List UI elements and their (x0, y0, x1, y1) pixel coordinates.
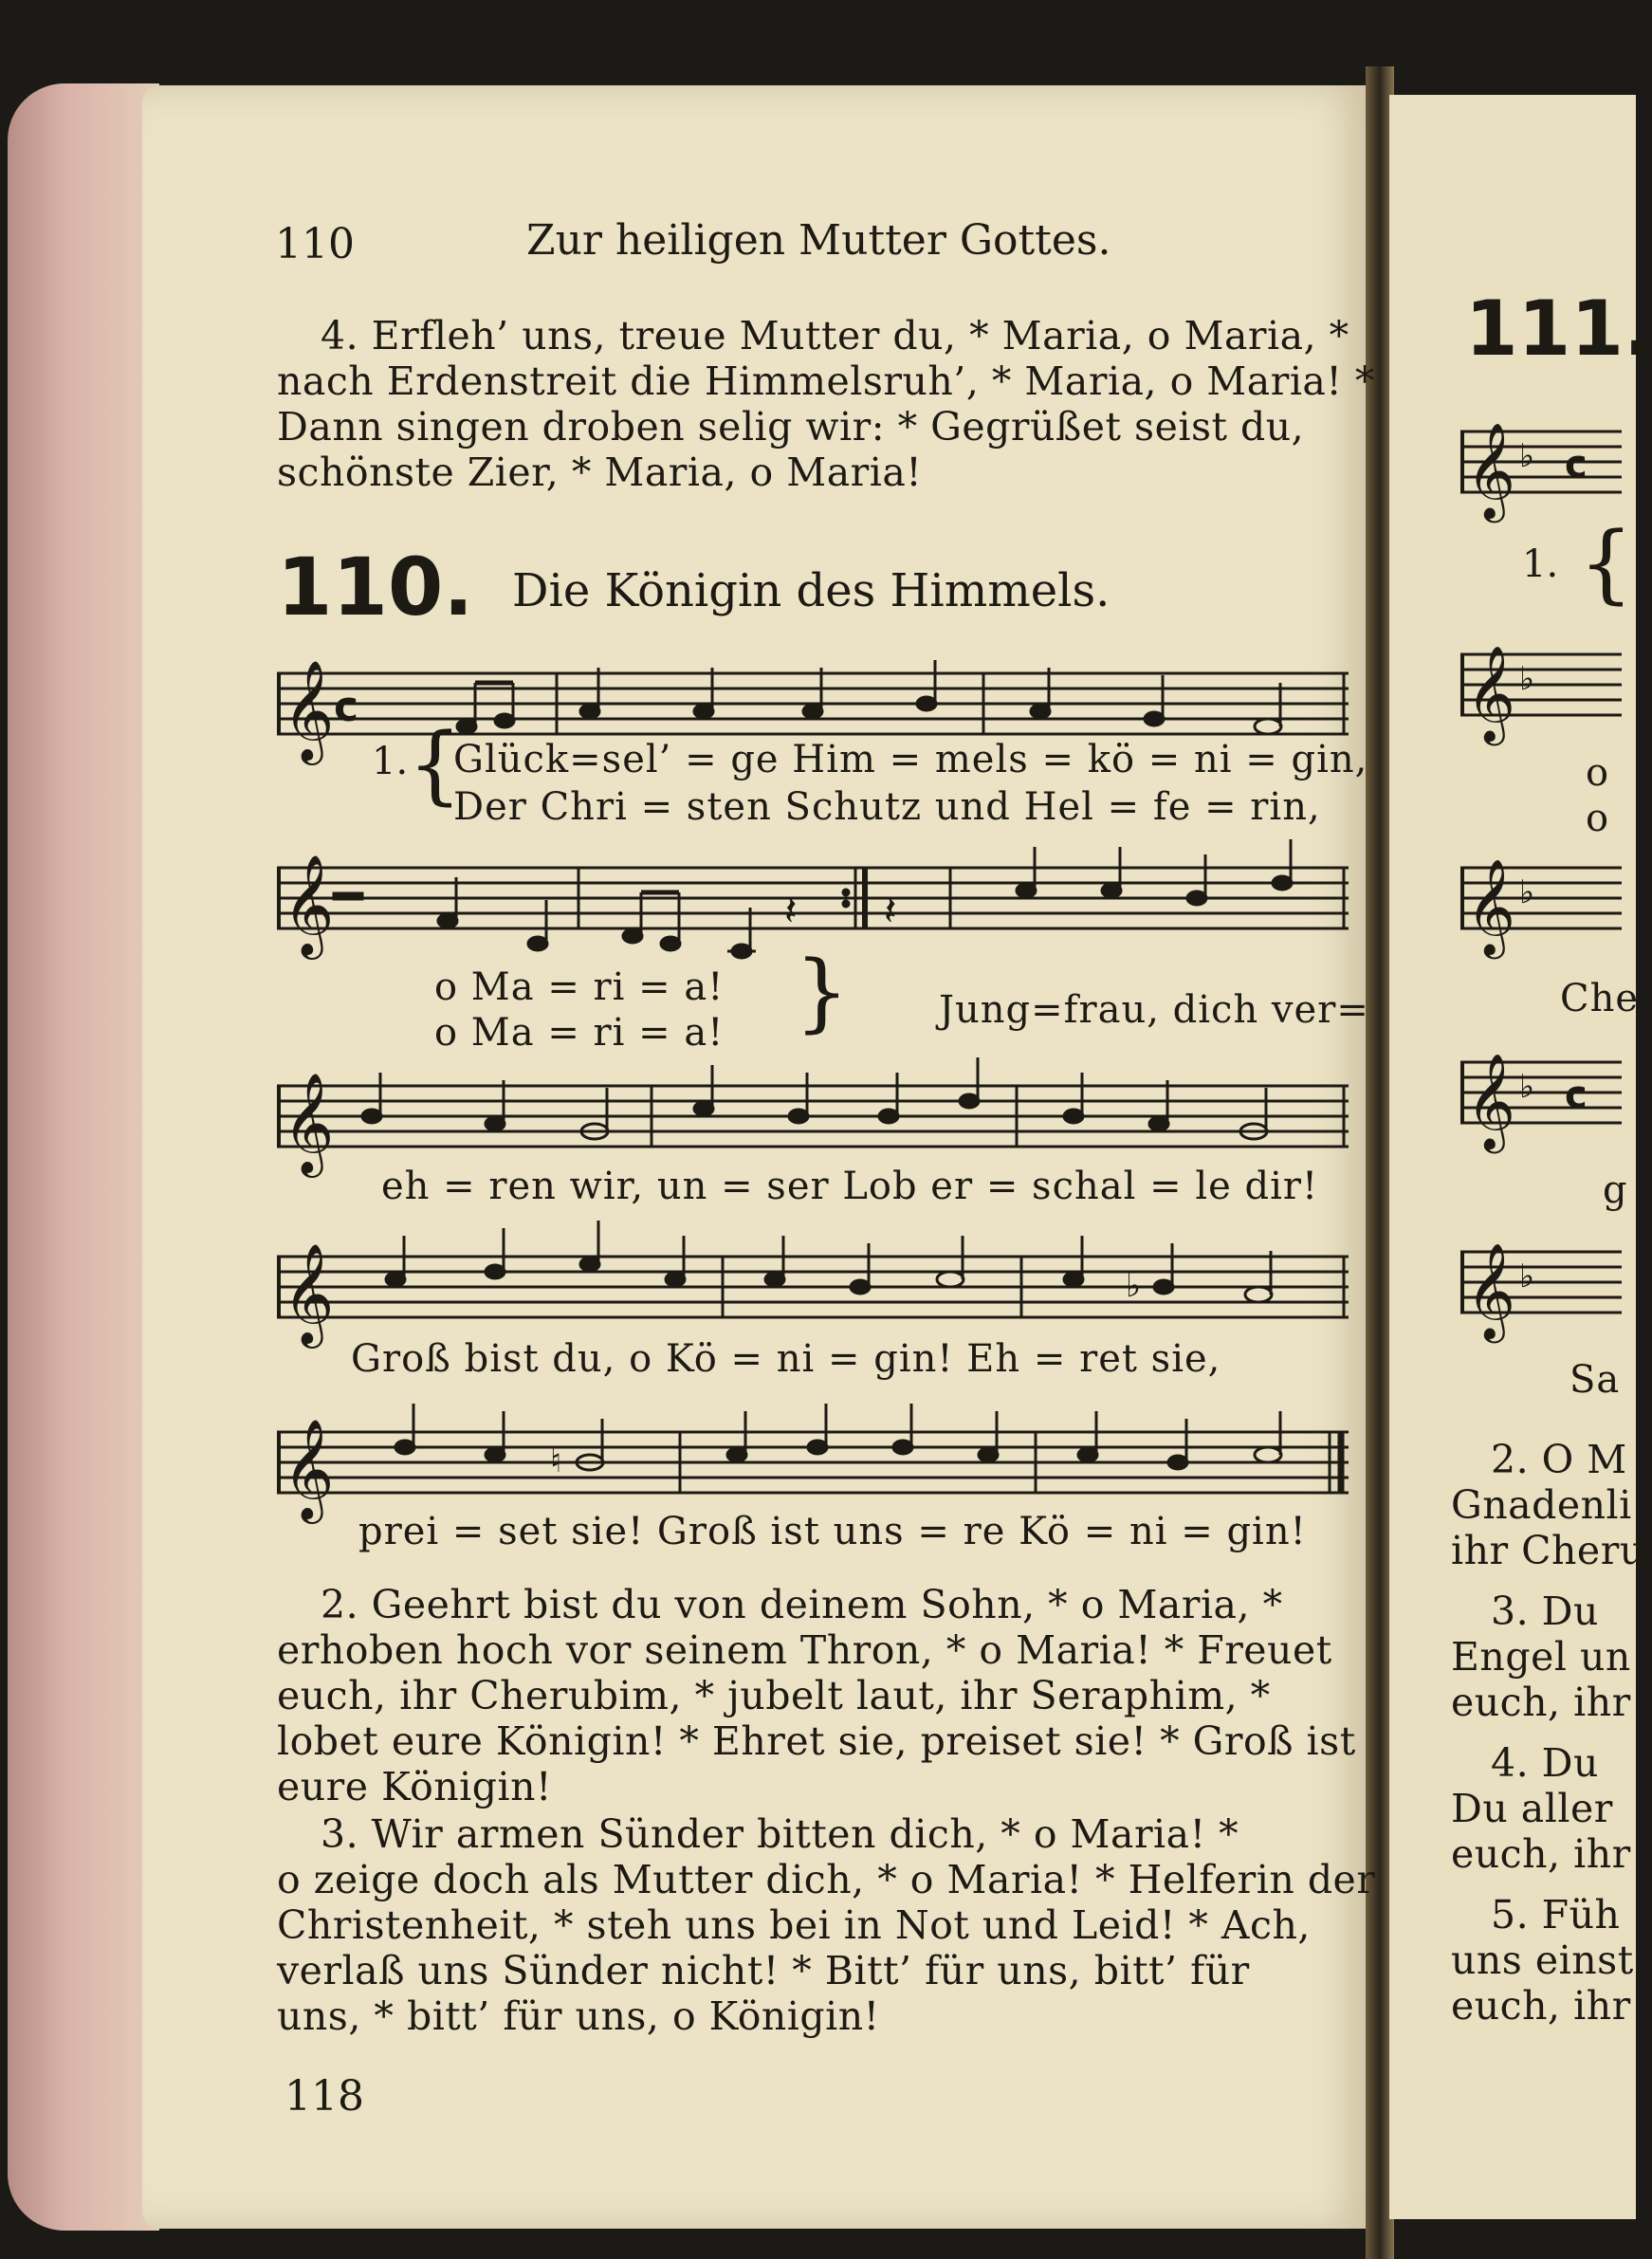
svg-text:♭: ♭ (1519, 437, 1535, 475)
right-fragment: Engel un (1451, 1634, 1631, 1680)
lyric-line2a: o Ma = ri = a! (434, 965, 725, 1009)
svg-text:𝄞: 𝄞 (283, 854, 335, 955)
right-fragment: 3. Du (1491, 1589, 1599, 1634)
svg-text:𝄞: 𝄞 (283, 1242, 335, 1344)
svg-text:♭: ♭ (1519, 1258, 1535, 1295)
right-fragment: Che (1560, 977, 1640, 1020)
verse-line: 3. Wir armen Sünder bitten dich, * o Maria! * (321, 1811, 1239, 1857)
right-fragment: euch, ihr (1451, 1983, 1631, 2029)
right-fragment: euch, ihr (1451, 1680, 1631, 1725)
verse-line: Christenheit, * steh uns bei in Not und Leid! * Ach, (277, 1902, 1311, 1948)
right-brace-icon: { (1579, 514, 1634, 614)
svg-text:𝄞: 𝄞 (283, 1072, 335, 1173)
right-fragment: o (1586, 751, 1610, 795)
music-staff-5 (277, 1413, 1349, 1517)
svg-text:𝄽: 𝄽 (784, 887, 798, 935)
brace-left-icon: { (408, 715, 463, 815)
lyric-line4: Groß bist du, o Kö = ni = gin! Eh = ret sie, (351, 1337, 1221, 1381)
svg-text:𝄞: 𝄞 (1466, 1241, 1516, 1339)
right-fragment: ihr Cheru (1451, 1528, 1645, 1573)
hymn-number: 110. (277, 541, 474, 634)
right-fragment: 5. Füh (1491, 1892, 1621, 1938)
verse-line: o zeige doch als Mutter dich, * o Maria! * Helferin der (277, 1857, 1376, 1902)
right-staff-5 (1460, 1238, 1622, 1339)
svg-text:𝄞: 𝄞 (1466, 1052, 1516, 1149)
music-staff-4 (277, 1238, 1349, 1342)
svg-text:c: c (1565, 443, 1588, 487)
svg-text:𝄞: 𝄞 (1466, 421, 1516, 519)
verse-line: lobet eure Königin! * Ehret sie, preiset sie! * Groß ist (277, 1718, 1356, 1764)
right-fragment: uns einst (1451, 1938, 1634, 1983)
lyric-line2c: Jung=frau, dich ver= (939, 988, 1369, 1032)
hymn-title: Die Königin des Himmels. (512, 564, 1111, 617)
verse-number-1: 1. (372, 740, 409, 783)
right-fragment: Du aller (1451, 1786, 1613, 1831)
verse-line: 2. Geehrt bist du von deinem Sohn, * o Maria, * (321, 1582, 1283, 1627)
verse-line: erhoben hoch vor seinem Thron, * o Maria! * Freuet (277, 1627, 1332, 1673)
verse-line: eure Königin! (277, 1764, 553, 1809)
right-staff-4 (1460, 1048, 1622, 1149)
right-hymn-number: 111. (1465, 285, 1652, 373)
svg-text:𝄞: 𝄞 (1466, 644, 1516, 742)
lyric-line2b: o Ma = ri = a! (434, 1011, 725, 1055)
right-fragment: 4. Du (1491, 1740, 1599, 1786)
page-number-bottom: 118 (285, 2072, 364, 2121)
svg-text:♭: ♭ (1519, 660, 1535, 698)
lyric-line5: prei = set sie! Groß ist uns = re Kö = ni = gin! (358, 1510, 1307, 1553)
lyric-line1a: Glück=sel’ = ge Him = mels = kö = ni = gin, (453, 738, 1368, 781)
lyric-line3: eh = ren wir, un = ser Lob er = schal = le dir! (381, 1165, 1319, 1208)
right-staff-3 (1460, 854, 1622, 955)
svg-text:♭: ♭ (1519, 873, 1535, 911)
svg-text:♭: ♭ (1126, 1267, 1142, 1305)
svg-text:♮: ♮ (550, 1442, 562, 1480)
music-staff-3 (277, 1067, 1349, 1171)
right-fragment: euch, ihr (1451, 1831, 1631, 1877)
svg-text:𝄞: 𝄞 (283, 659, 335, 761)
verse4-line: schönste Zier, * Maria, o Maria! (277, 450, 923, 495)
verse4-line: Dann singen droben selig wir: * Gegrüßet seist du, (277, 404, 1305, 450)
svg-text:𝄞: 𝄞 (1466, 857, 1516, 955)
svg-text:c: c (334, 683, 359, 731)
verse4-line: 4. Erfleh’ uns, treue Mutter du, * Maria, o Maria, * (321, 313, 1349, 358)
lyric-line1b: Der Chri = sten Schutz und Hel = fe = rin, (453, 785, 1321, 829)
running-title: Zur heiligen Mutter Gottes. (526, 216, 1111, 265)
right-fragment: Gnadenli (1451, 1482, 1632, 1528)
brace-right-icon: } (795, 943, 850, 1042)
svg-text:𝄞: 𝄞 (283, 1418, 335, 1519)
svg-text:♭: ♭ (1519, 1068, 1535, 1106)
page-number-top: 110 (275, 220, 355, 268)
svg-text:c: c (1565, 1074, 1588, 1117)
right-fragment: 2. O M (1491, 1437, 1627, 1482)
right-verse-num: 1. (1522, 542, 1559, 586)
right-staff-1 (1460, 417, 1622, 519)
right-staff-2 (1460, 640, 1622, 742)
svg-text:𝄽: 𝄽 (884, 887, 897, 935)
right-fragment: g (1603, 1168, 1628, 1212)
right-fragment: Sa (1569, 1358, 1621, 1402)
verse-line: uns, * bitt’ für uns, o Königin! (277, 1993, 880, 2039)
verse-line: euch, ihr Cherubim, * jubelt laut, ihr Seraphim, * (277, 1673, 1271, 1718)
verse4-line: nach Erdenstreit die Himmelsruh’, * Maria, o Maria! * (277, 358, 1375, 404)
verse-line: verlaß uns Sünder nicht! * Bitt’ für uns, bitt’ für (277, 1948, 1250, 1993)
page-edges (8, 83, 159, 2231)
right-fragment: o (1586, 797, 1610, 840)
